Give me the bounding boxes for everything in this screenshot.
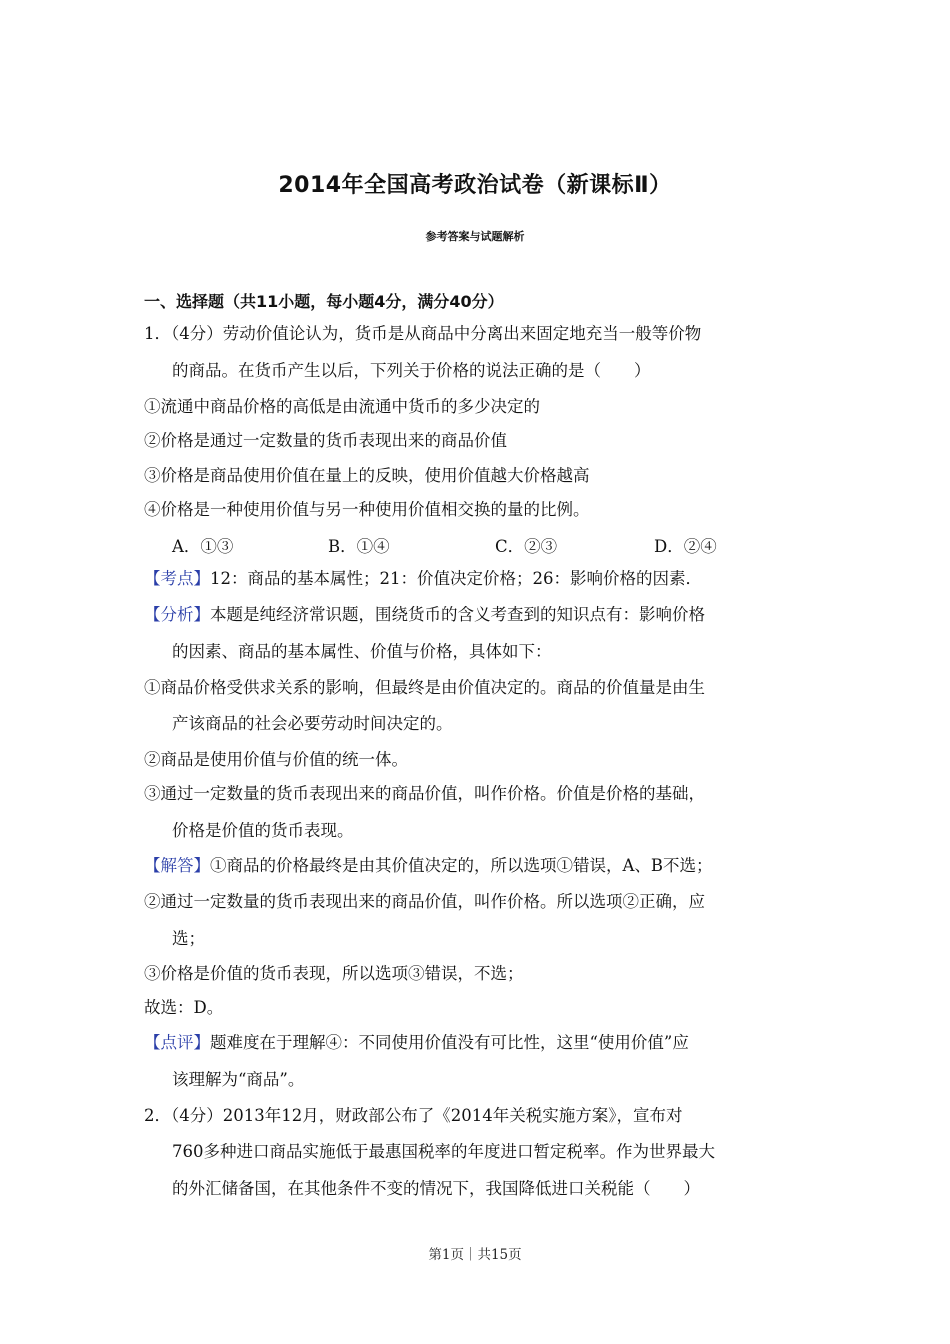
analysis-text: 本题是纯经济常识题，围绕货币的含义考查到的知识点有：影响价格: [210, 605, 705, 624]
answer-options: [172, 533, 717, 557]
knowledge-text: 12：商品的基本属性；21：价值决定价格；26：影响价格的因素．: [210, 569, 702, 588]
comment-cont: 该理解为“商品”。: [172, 1070, 305, 1089]
analysis: [144, 604, 705, 626]
question-1-stem: 1．（4分）劳动价值论认为，货币是从商品中分离出来固定地充当一般等价物: [144, 324, 702, 343]
knowledge-tag: 【考点】: [144, 569, 210, 588]
solution-point-3: ③价格是价值的货币表现，所以选项③错误，不选；: [144, 964, 524, 983]
analysis-point-1: ①商品价格受供求关系的影响，但最终是由价值决定的。商品的价值量是由生: [144, 678, 705, 697]
option-a: A．①③: [172, 537, 234, 556]
final-answer: 故选：D。: [144, 998, 224, 1017]
option-c: C．②③: [495, 537, 558, 556]
page-subtitle: 参考答案与试题解析: [425, 230, 525, 243]
question-2-stem-cont-1: 760多种进口商品实施低于最惠国税率的年度进口暂定税率。作为世界最大: [172, 1142, 715, 1161]
option-b: B．①④: [328, 537, 390, 556]
analysis-point-2: ②商品是使用价值与价值的统一体。: [144, 750, 408, 769]
solution-text: ①商品的价格最终是由其价值决定的，所以选项①错误，A、B不选；: [210, 856, 713, 875]
page-footer: 第1页｜共15页: [428, 1247, 522, 1263]
solution-point-2: ②通过一定数量的货币表现出来的商品价值，叫作价格。所以选项②正确，应: [144, 892, 705, 911]
statement-4: ④价格是一种使用价值与另一种使用价值相交换的量的比例。: [144, 500, 590, 519]
analysis-tag: 【分析】: [144, 605, 210, 624]
knowledge-point: [144, 568, 702, 590]
page-title: 2014年全国高考政治试卷（新课标Ⅱ）: [278, 173, 672, 198]
analysis-point-1-cont: 产该商品的社会必要劳动时间决定的。: [172, 714, 453, 733]
question-1-stem-cont: 的商品。在货币产生以后，下列关于价格的说法正确的是（ ）: [172, 361, 651, 380]
comment-text: 题难度在于理解④：不同使用价值没有可比性，这里“使用价值”应: [210, 1033, 689, 1052]
section-heading: 一、选择题（共11小题，每小题4分，满分40分）: [144, 292, 504, 311]
analysis-point-3: ③通过一定数量的货币表现出来的商品价值，叫作价格。价值是价格的基础，: [144, 784, 705, 803]
analysis-point-3-cont: 价格是价值的货币表现。: [172, 821, 354, 840]
comment-tag: 【点评】: [144, 1033, 210, 1052]
statement-3: ③价格是商品使用价值在量上的反映，使用价值越大价格越高: [144, 466, 590, 485]
solution-tag: 【解答】: [144, 856, 210, 875]
question-2-stem: 2．（4分）2013年12月，财政部公布了《2014年关税实施方案》，宣布对: [144, 1106, 683, 1125]
solution-point-2-cont: 选；: [172, 929, 205, 948]
comment: [144, 1032, 689, 1054]
statement-1: ①流通中商品价格的高低是由流通中货币的多少决定的: [144, 397, 540, 416]
statement-2: ②价格是通过一定数量的货币表现出来的商品价值: [144, 431, 507, 450]
analysis-cont: 的因素、商品的基本属性、价值与价格，具体如下：: [172, 642, 552, 661]
solution: [144, 855, 713, 877]
question-2-stem-cont-2: 的外汇储备国，在其他条件不变的情况下，我国降低进口关税能（ ）: [172, 1179, 700, 1198]
option-d: D．②④: [654, 537, 717, 556]
